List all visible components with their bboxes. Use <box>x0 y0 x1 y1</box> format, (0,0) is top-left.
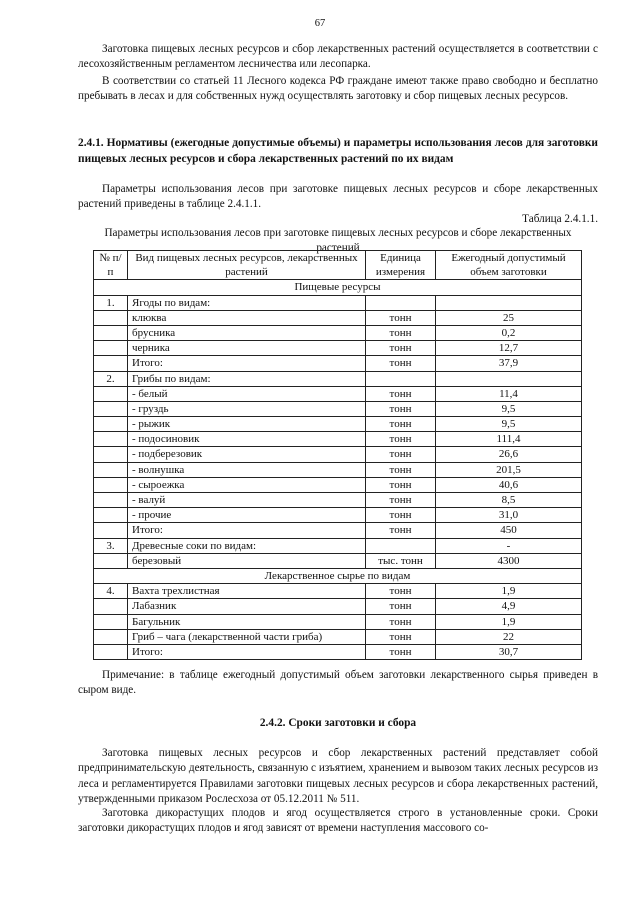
row-unit <box>366 371 436 386</box>
row-value: 9,5 <box>436 401 582 416</box>
section-241-heading: 2.4.1. Нормативы (ежегодные допустимые объемы) и параметры использования лесов для заготовки пищевых лесных ресурсов и сбора лекарственных растений по их видам <box>78 137 598 165</box>
table-title: Параметры использования лесов при заготовке пищевых лесных ресурсов и сборе лекарственных растений <box>104 227 572 255</box>
row-value: 4,9 <box>436 599 582 614</box>
row-number <box>94 599 128 614</box>
row-value: 8,5 <box>436 493 582 508</box>
row-number <box>94 401 128 416</box>
row-name: - рыжик <box>128 417 366 432</box>
row-unit: тонн <box>366 447 436 462</box>
row-value: 40,6 <box>436 477 582 492</box>
row-unit: тонн <box>366 432 436 447</box>
row-name: березовый <box>128 553 366 568</box>
row-name: - волнушка <box>128 462 366 477</box>
table-row <box>94 599 582 614</box>
row-unit: тонн <box>366 599 436 614</box>
row-name: черника <box>128 341 366 356</box>
row-name: Итого: <box>128 644 366 659</box>
row-number <box>94 644 128 659</box>
row-number <box>94 417 128 432</box>
table-row <box>94 325 582 340</box>
row-value: 22 <box>436 629 582 644</box>
row-value: 0,2 <box>436 325 582 340</box>
table-row <box>94 493 582 508</box>
table-row <box>94 629 582 644</box>
parameters-table <box>93 250 582 660</box>
row-name: Лабазник <box>128 599 366 614</box>
row-name: - белый <box>128 386 366 401</box>
row-number <box>94 462 128 477</box>
row-value: 25 <box>436 310 582 325</box>
row-value: 450 <box>436 523 582 538</box>
row-number <box>94 341 128 356</box>
row-value: - <box>436 538 582 553</box>
row-name: Древесные соки по видам: <box>128 538 366 553</box>
intro-paragraph-2: В соответствии со статьей 11 Лесного кодекса РФ граждане имеют также право свободно и бесплатно пребывать в лесах и для собственных нужд осуществлять заготовку и сбор пищевых лесных ресурсов. <box>78 75 598 103</box>
row-unit: тонн <box>366 462 436 477</box>
row-unit: тонн <box>366 614 436 629</box>
row-unit: тонн <box>366 477 436 492</box>
table-section-row <box>94 568 582 583</box>
row-unit <box>366 538 436 553</box>
table-section-row <box>94 280 582 295</box>
table-row <box>94 386 582 401</box>
table-row <box>94 341 582 356</box>
header-type: Вид пищевых лесных ресурсов, лекарственных растений <box>128 251 366 280</box>
table-header-row <box>94 251 582 280</box>
table-row <box>94 447 582 462</box>
row-unit: тонн <box>366 644 436 659</box>
row-unit: тыс. тонн <box>366 553 436 568</box>
section-242-paragraph-2: Заготовка дикорастущих плодов и ягод осуществляется строго в установленные сроки. Сроки заготовки дикорастущих плодов и ягод зависят от времени наступления массового со- <box>78 807 598 835</box>
row-number <box>94 629 128 644</box>
row-value: 11,4 <box>436 386 582 401</box>
row-value: 26,6 <box>436 447 582 462</box>
intro-paragraph-1: Заготовка пищевых лесных ресурсов и сбор лекарственных растений осуществляется в соответствии с лесохозяйственным регламентом лесничества или лесопарка. <box>78 43 598 71</box>
table-row <box>94 432 582 447</box>
row-number <box>94 553 128 568</box>
table-row <box>94 462 582 477</box>
row-value: 9,5 <box>436 417 582 432</box>
row-unit: тонн <box>366 629 436 644</box>
table-row <box>94 356 582 371</box>
row-name: клюква <box>128 310 366 325</box>
row-value <box>436 371 582 386</box>
row-name: - прочие <box>128 508 366 523</box>
row-name: - подберезовик <box>128 447 366 462</box>
row-value <box>436 295 582 310</box>
row-unit <box>366 295 436 310</box>
row-value: 31,0 <box>436 508 582 523</box>
row-number <box>94 310 128 325</box>
table-row <box>94 310 582 325</box>
section-242-heading: 2.4.2. Сроки заготовки и сбора <box>259 717 417 729</box>
row-number <box>94 356 128 371</box>
row-unit: тонн <box>366 493 436 508</box>
row-name: - валуй <box>128 493 366 508</box>
table-row <box>94 614 582 629</box>
row-unit: тонн <box>366 386 436 401</box>
row-number <box>94 614 128 629</box>
row-unit: тонн <box>366 523 436 538</box>
header-num: № п/п <box>94 251 128 280</box>
row-number <box>94 523 128 538</box>
row-name: - сыроежка <box>128 477 366 492</box>
table-row <box>94 523 582 538</box>
row-name: Итого: <box>128 356 366 371</box>
section-242-paragraph-1: Заготовка пищевых лесных ресурсов и сбор лекарственных растений представляет собой предпринимательскую деятельность, связанную с изъятием, хранением и вывозом таких лесных ресурсов из леса и регламентируется Правилами заготовки пищевых лесных ресурсов и сбора лекарственных растений, утвержденными приказом Рослесхоза от 05.12.2011 № 511. <box>78 747 598 806</box>
row-value: 4300 <box>436 553 582 568</box>
row-number <box>94 325 128 340</box>
row-number: 1. <box>94 295 128 310</box>
row-number <box>94 447 128 462</box>
row-unit: тонн <box>366 356 436 371</box>
page-number: 67 <box>314 18 326 29</box>
row-number: 2. <box>94 371 128 386</box>
table-note: Примечание: в таблице ежегодный допустимый объем заготовки лекарственного сырья приведен в сыром виде. <box>78 669 598 697</box>
table-body <box>94 280 582 660</box>
row-name: - подосиновик <box>128 432 366 447</box>
row-number <box>94 432 128 447</box>
row-value: 30,7 <box>436 644 582 659</box>
table-row <box>94 477 582 492</box>
row-unit: тонн <box>366 325 436 340</box>
table-row <box>94 295 582 310</box>
table-row <box>94 538 582 553</box>
row-name: Итого: <box>128 523 366 538</box>
row-value: 1,9 <box>436 584 582 599</box>
row-value: 201,5 <box>436 462 582 477</box>
row-value: 12,7 <box>436 341 582 356</box>
row-number <box>94 508 128 523</box>
row-unit: тонн <box>366 310 436 325</box>
row-name: Гриб – чага (лекарственной части гриба) <box>128 629 366 644</box>
row-name: Багульник <box>128 614 366 629</box>
table-row <box>94 401 582 416</box>
table-row <box>94 644 582 659</box>
table-label: Таблица 2.4.1.1. <box>522 213 598 225</box>
row-number: 3. <box>94 538 128 553</box>
row-name: Грибы по видам: <box>128 371 366 386</box>
row-value: 1,9 <box>436 614 582 629</box>
row-value: 37,9 <box>436 356 582 371</box>
row-name: брусника <box>128 325 366 340</box>
row-number <box>94 477 128 492</box>
row-unit: тонн <box>366 341 436 356</box>
section-241-paragraph: Параметры использования лесов при заготовке пищевых лесных ресурсов и сборе лекарственных растений приведены в таблице 2.4.1.1. <box>78 183 598 211</box>
row-name: Вахта трехлистная <box>128 584 366 599</box>
row-unit: тонн <box>366 584 436 599</box>
header-unit: Единица измерения <box>366 251 436 280</box>
row-unit: тонн <box>366 417 436 432</box>
row-number: 4. <box>94 584 128 599</box>
row-name: - груздь <box>128 401 366 416</box>
table-row <box>94 417 582 432</box>
table-row <box>94 553 582 568</box>
row-value: 111,4 <box>436 432 582 447</box>
row-unit: тонн <box>366 401 436 416</box>
section-title: Пищевые ресурсы <box>94 280 582 295</box>
table-row <box>94 371 582 386</box>
row-number <box>94 493 128 508</box>
section-title: Лекарственное сырье по видам <box>94 568 582 583</box>
table-row <box>94 508 582 523</box>
row-unit: тонн <box>366 508 436 523</box>
row-name: Ягоды по видам: <box>128 295 366 310</box>
header-volume: Ежегодный допустимый объем заготовки <box>436 251 582 280</box>
table-row <box>94 584 582 599</box>
row-number <box>94 386 128 401</box>
